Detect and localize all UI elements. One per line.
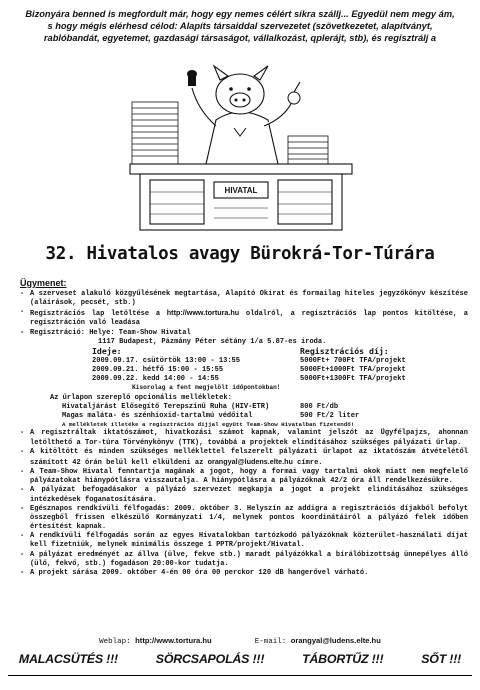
item-text: címre.: [292, 458, 323, 467]
list-item: - A Team-Show Hivatal fenntartja magának a jogot, hogy a formai vagy tartalmi okok miatt nem megfelelő pályázatokat hiánypótlásra visszautalja. A hiánypótlásra a pályázóknak 42/2 óra áll rendelkezésükre.: [20, 468, 468, 486]
web-label: Weblap:: [99, 638, 136, 646]
event-banner: [0, 652, 480, 666]
schedule-time: 2009.09.17. csütörtök 13:00 - 13:55: [92, 356, 241, 365]
schedule-row: [20, 375, 468, 384]
list-item: - A szerveset alakuló közgyűlésének megtartása, Alapító Okirat és formailag hiteles jegyzőkönyv készítése (aláírások, pecsét, stb.): [20, 290, 468, 308]
attachment-name: Hivataljárást Elősegítő Terepszínű Ruha (HIV-ETR): [62, 403, 270, 412]
venue-address: 1117 Budapest, Pázmány Péter sétány 1/a 5.87-es iroda.: [98, 337, 327, 346]
list-item: [20, 308, 468, 328]
item-text: Regisztrációs lap letöltése a: [30, 310, 167, 319]
intro-line: Bizonyára benned is megfordult már, hogy egy nemes célért síkra szállj... Egyedül nem megy ám,: [25, 9, 455, 19]
email-label: E-mail:: [254, 638, 291, 646]
schedule-header: [20, 347, 468, 357]
list-item: - A rendkívüli félfogadás során az egyes Hivatalokban tartózkodó pályázóknak közterület-használati díjat kell fizetniük, melynek minimális összege 1 PPTR/projekt/Hivatal.: [20, 532, 468, 550]
banner-item: SÖRCSAPOLÁS !!!: [155, 652, 265, 666]
banner-item: MALACSÜTÉS !!!: [18, 652, 118, 666]
desk-sign: HIVATAL: [224, 186, 258, 195]
list-item: - A projekt sárása 2009. október 4-én 00 óra 00 perckor 120 dB hangerővel várható.: [20, 569, 468, 578]
pig-clerk-at-desk-illustration: [128, 62, 354, 232]
schedule-row: [20, 366, 468, 375]
website-link[interactable]: http://www.tortura.hu: [166, 308, 240, 318]
banner-divider: [8, 675, 472, 676]
schedule-fee: 5000Ft+1000Ft TFA/projekt: [300, 365, 406, 374]
attachment-name: Magas maláta- és szénhioxid-tartalmú védőital: [62, 412, 253, 421]
list-item: - A pályázat eredményét az állva (ülve, fekve stb.) maradt pályázókkal a bírálóbizottság ünnepélyes álló (ülő, fekvő, stb.) fogadáson 20:00-kor tudatja.: [20, 551, 468, 569]
procedure-heading: Ügymenet:: [20, 278, 67, 288]
banner-item: SŐT !!!: [421, 652, 462, 666]
schedule-header-time: Ideje:: [92, 345, 122, 356]
schedule-fee: 5000Ft+1300Ft TFA/projekt: [300, 374, 406, 383]
list-item: - A pályázat befogadásakor a pályázó szervezet megkapja a jogot a projekt elindításához szükséges intézkedések foganatosítására.: [20, 486, 468, 504]
attachments-note: A mellékletek illetéke a regisztrációs díjjal együtt Team-Show Hivatalban fizetendő!: [62, 421, 355, 429]
schedule-fee: 5000Ft+ 700Ft TFA/projekt: [300, 356, 406, 365]
intro-line: s hogy mégis elérhesd célod: Alapíts társaiddal szervezetet (szövetkezetet, alapítványt,: [47, 21, 433, 31]
email-link[interactable]: orangyal@ludens.elte.hu: [207, 456, 293, 466]
schedule-row: [20, 357, 468, 366]
schedule-time: 2009.09.21. hétfő 15:00 - 15:55: [92, 365, 224, 374]
attachment-price: 800 Ft/db: [300, 403, 339, 412]
schedule-note: Kisorolag a fent megjelölt időpontokban!: [132, 384, 281, 391]
item-text: A kitöltött és minden szükséges melléklettel felszerelt pályázati űrlapot az iktatószám átvételétől számított 42 órán belül kell elküldeni az: [30, 447, 468, 467]
item-text: oldalról, a regisztrációs lap pontos kitöltése, a regisztráción való leadása: [30, 310, 468, 328]
schedule-time: 2009.09.22. kedd 14:00 - 14:55: [92, 374, 219, 383]
page-title: 32. Hivatalos avagy Bürokrá-Tor-Túrára: [45, 244, 435, 264]
list-item: [20, 448, 468, 468]
footer-email-link[interactable]: orangyal@ludens.elte.hu: [290, 636, 381, 645]
intro-line: rablóbandát, egyetemet, gazdasági társaságot, vállalkozást, qplerájt, stb), és regisztrálj a: [43, 33, 437, 43]
intro-text: [12, 8, 468, 44]
procedure-section: [20, 278, 468, 578]
list-item: - Regisztráció: Helye: Team-Show Hivatal: [20, 329, 468, 338]
attachment-price: 500 Ft/2 liter: [300, 412, 360, 421]
footer-website-link[interactable]: http://www.tortura.hu: [135, 636, 212, 645]
attachments-title: Az űrlapon szereplő opcionális mellékletek:: [50, 394, 232, 402]
list-item: - Egésznapos rendkívüli félfogadás: 2009. október 3. Helyszín az addigra a regisztrációs díjakból befolyt összegből frissen elkészülő Kormányzati 1/4, melynek pontos koordinátáiról a pályázó felek időben értesítést kapnak.: [20, 505, 468, 532]
schedule-header-fee: Regisztrációs díj:: [300, 345, 389, 356]
banner-item: TÁBORTŰZ !!!: [302, 652, 384, 666]
attachment-row: [20, 403, 468, 412]
contact-footer: [0, 636, 480, 646]
list-item: - A regisztráltak iktatószámot, hivatkozási számot kapnak, valamint jelszót az Ügyfélpajzs, ahonnan letölthető a Tor-túra Törvénykönyv (TTK), továbbá a projektek elindításához szükséges pályázati űrlap.: [20, 429, 468, 447]
attachment-row: [20, 412, 468, 421]
